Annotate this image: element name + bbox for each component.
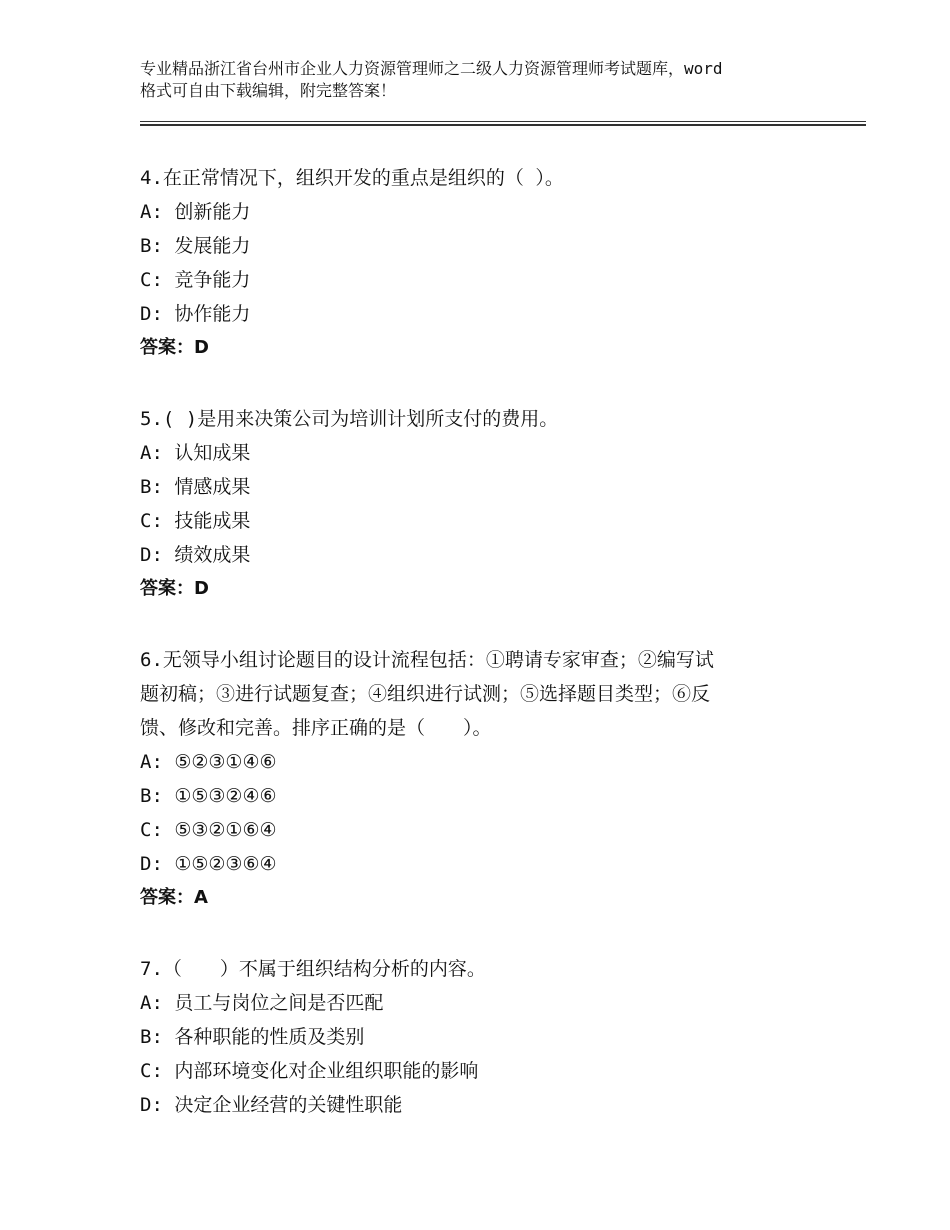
option-c: C: 技能成果 xyxy=(140,510,251,532)
question-stem: 4.在正常情况下，组织开发的重点是组织的（ ）。 xyxy=(140,167,564,189)
answer-label: 答案： xyxy=(140,578,194,599)
answer-value: A xyxy=(194,887,208,908)
answer-line xyxy=(140,881,840,915)
answer-label: 答案： xyxy=(140,887,194,908)
option-a: A: 创新能力 xyxy=(140,201,251,223)
question-stem-line-2: 题初稿；③进行试题复查；④组织进行试测；⑤选择题目类型；⑥反 xyxy=(140,683,711,705)
answer-label: 答案： xyxy=(140,337,194,358)
option-c: C: 竞争能力 xyxy=(140,269,251,291)
question-7 xyxy=(140,952,840,1122)
option-b: B: 各种职能的性质及类别 xyxy=(140,1026,365,1048)
header-line-1: 专业精品浙江省台州市企业人力资源管理师之二级人力资源管理师考试题库，word xyxy=(140,59,723,78)
option-a: A: 员工与岗位之间是否匹配 xyxy=(140,992,384,1014)
option-a: A: ⑤②③①④⑥ xyxy=(140,751,277,773)
answer-line xyxy=(140,331,840,365)
option-b: B: 情感成果 xyxy=(140,476,251,498)
question-stem: 7.（ ）不属于组织结构分析的内容。 xyxy=(140,958,486,980)
option-d: D: 绩效成果 xyxy=(140,544,251,566)
header-line-2: 格式可自由下载编辑，附完整答案！ xyxy=(140,81,397,100)
option-c: C: ⑤③②①⑥④ xyxy=(140,819,277,841)
question-5 xyxy=(140,402,840,606)
answer-value: D xyxy=(194,337,209,358)
answer-value: D xyxy=(194,578,209,599)
header-divider-thin xyxy=(140,121,866,122)
option-d: D: 协作能力 xyxy=(140,303,251,325)
question-6 xyxy=(140,643,840,915)
question-4 xyxy=(140,161,840,365)
option-b: B: 发展能力 xyxy=(140,235,251,257)
question-stem-line-1: 6.无领导小组讨论题目的设计流程包括：①聘请专家审查；②编写试 xyxy=(140,649,714,671)
option-a: A: 认知成果 xyxy=(140,442,251,464)
header-divider-thick xyxy=(140,124,866,126)
option-d: D: ①⑤②③⑥④ xyxy=(140,853,277,875)
option-c: C: 内部环境变化对企业组织职能的影响 xyxy=(140,1060,479,1082)
question-list xyxy=(140,161,840,1159)
option-b: B: ①⑤③②④⑥ xyxy=(140,785,277,807)
question-stem: 5.( )是用来决策公司为培训计划所支付的费用。 xyxy=(140,408,559,430)
answer-line xyxy=(140,572,840,606)
document-header xyxy=(140,58,840,102)
option-d: D: 决定企业经营的关键性职能 xyxy=(140,1094,403,1116)
question-stem-line-3: 馈、修改和完善。排序正确的是（ ）。 xyxy=(140,717,492,739)
